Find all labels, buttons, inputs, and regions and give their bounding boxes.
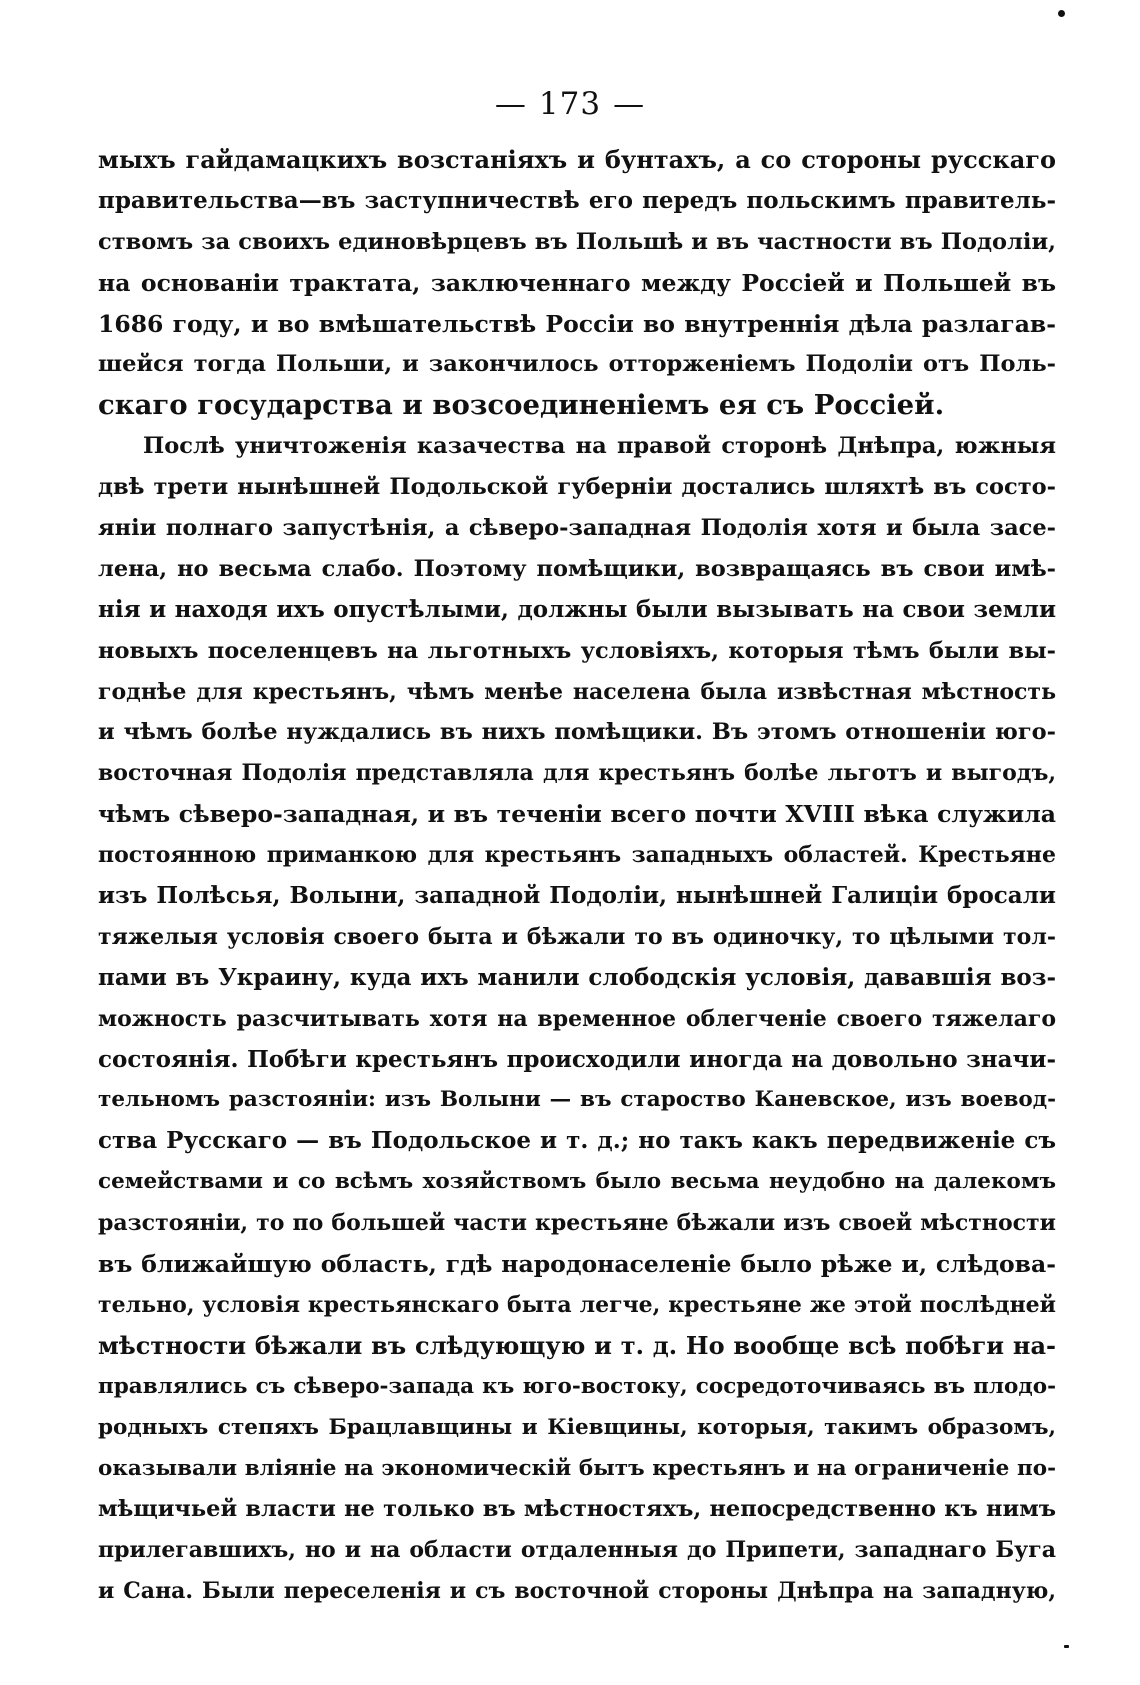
text-line: восточная Подолія представляла для крестьянъ болѣе льготъ и выгодъ, [98, 760, 1056, 787]
text-line: можность разсчитывать хотя на временное облегченіе своего тяжелаго [98, 1005, 1056, 1032]
body-text [98, 140, 1056, 1612]
text-line: постоянною приманкою для крестьянъ западныхъ областей. Крестьяне [98, 842, 1056, 869]
text-line: прилегавшихъ, но и на области отдаленныя до Припети, западнаго Буга [98, 1537, 1056, 1564]
text-line: изъ Полѣсья, Волыни, западной Подоліи, нынѣшней Галиціи бросали [98, 882, 1056, 910]
page-number-dash-left: — [494, 86, 527, 122]
text-line: нія и находя ихъ опустѣлыми, должны были вызывать на свои земли [98, 595, 1056, 623]
paragraph-1 [98, 140, 1056, 426]
text-line: 1686 году, и во вмѣшательствѣ Россіи во внутреннія дѣла разлагав- [98, 309, 1056, 338]
text-line: чѣмъ сѣверо-западная, и въ теченіи всего почти XVIII вѣка служила [98, 800, 1056, 829]
text-line: на основаніи трактата, заключеннаго между Россіей и Польшей въ [98, 268, 1056, 297]
text-line: тяжелыя условія своего быта и бѣжали то въ одиночку, то цѣлыми тол- [98, 923, 1056, 950]
text-line: шейся тогда Польши, и закончилось отторженіемъ Подоліи отъ Поль- [98, 351, 1056, 378]
text-line: годнѣе для крестьянъ, чѣмъ менѣе населена была извѣстная мѣстность [98, 678, 1056, 705]
page-number-dash-right: — [613, 86, 646, 122]
text-line: мѣстности бѣжали въ слѣдующую и т. д. Но вообще всѣ побѣги на- [98, 1330, 1056, 1360]
text-line: правлялись съ сѣверо-запада къ юго-востоку, сосредоточиваясь въ плодо- [98, 1373, 1056, 1399]
text-line: тельно, условія крестьянскаго быта легче, крестьяне же этой послѣдней [98, 1291, 1056, 1318]
page-number [0, 86, 1140, 122]
text-line: мыхъ гайдамацкихъ возстаніяхъ и бунтахъ, а со стороны русскаго [98, 145, 1056, 174]
text-line: яніи полнаго запустѣнія, а сѣверо-западная Подолія хотя и была засе- [98, 515, 1056, 542]
text-line: двѣ трети нынѣшней Подольской губерніи достались шляхтѣ въ состо- [98, 474, 1056, 501]
text-line: новыхъ поселенцевъ на льготныхъ условіяхъ, которыя тѣмъ были вы- [98, 637, 1056, 664]
text-line: тельномъ разстояніи: изъ Волыни — въ староство Каневское, изъ воевод- [98, 1087, 1056, 1113]
text-line: ства Русскаго — въ Подольское и т. д.; но такъ какъ передвиженіе съ [98, 1127, 1056, 1155]
text-line: правительства—въ заступничествѣ его передъ польскимъ правитель- [98, 186, 1056, 214]
text-line: скаго государства и возсоединеніемъ ея съ Россіей. [98, 389, 945, 422]
text-line: семействами и со всѣмъ хозяйствомъ было весьма неудобно на далекомъ [98, 1169, 1056, 1195]
stray-ink-dot [1058, 10, 1065, 17]
text-line: лена, но весьма слабо. Поэтому помѣщики, возвращаясь въ свои имѣ- [98, 555, 1056, 582]
text-line: разстояніи, то по большей части крестьяне бѣжали изъ своей мѣстности [98, 1210, 1056, 1237]
text-line: пами въ Украину, куда ихъ манили слободскія условія, дававшія воз- [98, 963, 1056, 991]
text-line: состоянія. Побѣги крестьянъ происходили иногда на довольно значи- [98, 1045, 1056, 1073]
text-line: и чѣмъ болѣе нуждались въ нихъ помѣщики. Въ этомъ отношеніи юго- [98, 719, 1056, 746]
text-line: Послѣ уничтоженія казачества на правой сторонѣ Днѣпра, южныя [143, 433, 1056, 460]
text-line: мѣщичьей власти не только въ мѣстностяхъ, непосредственно къ нимъ [98, 1496, 1056, 1523]
text-line: въ ближайшую область, гдѣ народонаселеніе было рѣже и, слѣдова- [98, 1250, 1056, 1279]
text-line: и Сана. Были переселенія и съ восточной стороны Днѣпра на западную, [98, 1578, 1056, 1605]
text-line: ствомъ за своихъ единовѣрцевъ въ Польшѣ и въ частности въ Подоліи, [98, 228, 1056, 255]
stray-ink-mark [1064, 1645, 1069, 1648]
page-number-value: 173 [538, 86, 602, 122]
paragraph-2 [98, 426, 1056, 1612]
text-line: оказывали вліяніе на экономическій бытъ крестьянъ и на ограниченіе по- [98, 1455, 1056, 1481]
text-line: родныхъ степяхъ Брацлавщины и Кіевщины, которыя, такимъ образомъ, [98, 1414, 1056, 1440]
